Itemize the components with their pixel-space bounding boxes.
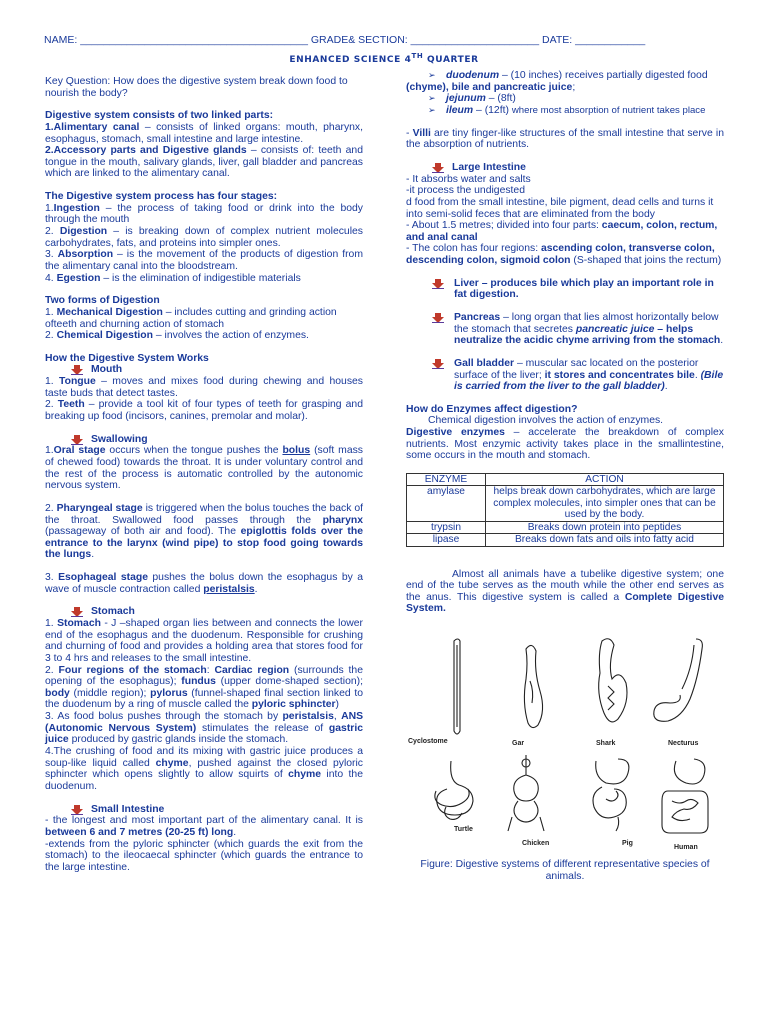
- form-1: 1. Mechanical Digestion – includes cutting and grinding action ofteeth and churning action of stomach: [45, 306, 337, 330]
- grade-label: GRADE& SECTION:: [310, 34, 408, 46]
- stomach-heading: Stomach: [45, 606, 363, 618]
- small-int-2: -extends from the pyloric sphincter (which guards the exit from the stomach) to the ileocaecal sphincter (which guards the entrance to the large intestine.: [45, 838, 363, 873]
- jejunum-item: ➢ jejunum – (8ft): [428, 93, 516, 105]
- stages-heading: The Digestive system process has four stages:: [45, 191, 278, 203]
- table-cell: Breaks down fats and oils into fatty acid: [486, 534, 724, 546]
- digestive-systems-figure: [406, 631, 724, 863]
- table-row: [407, 486, 724, 521]
- header-fields: [44, 35, 734, 47]
- stomach-1: 1. Stomach - J –shaped organ lies between and connects the lower end of the esophagus and the duodenum. Responsible for crushing and churning of food and provides a holding area that stores food for 3 to 4 hrs and releases to the small intestine.: [45, 617, 363, 664]
- date-line: ____________: [575, 34, 646, 46]
- name-label: NAME:: [44, 34, 78, 46]
- duodenum-item: ➢ duodenum – (10 inches) receives partially digested food: [428, 70, 708, 81]
- table-cell: lipase: [407, 534, 486, 546]
- mouth-2: 2. Teeth – provide a tool kit of four types of teeth for grasping and breaking up food (incisors, canines, premolar and molar).: [45, 399, 363, 423]
- key-question: Key Question: How does the digestive system break down food to nourish the body?: [45, 76, 348, 99]
- stage-1: 1.Ingestion – the process of taking food or drink into the body through the mouth: [45, 202, 363, 226]
- bullet-arrow-icon: [432, 163, 444, 173]
- col-action: ACTION: [486, 474, 724, 486]
- large-int-3: d food from the small intestine, bile pigment, dead cells and turns it into semi-solid feces that are eliminated from the body: [406, 196, 714, 220]
- page-title: [0, 53, 768, 65]
- bullet-arrow-icon: [71, 607, 83, 617]
- large-int-5: - The colon has four regions: ascending colon, transverse colon, descending colon, sigmoid colon (S-shaped that joins the rectum): [406, 243, 722, 267]
- bullet-arrow-icon: [432, 359, 444, 369]
- enzymes-p2: Digestive enzymes – accelerate the breakdown of complex nutrients. Most enzymic activity takes place in the smallintestine, some occurs in the mouth and stomach.: [406, 427, 724, 462]
- table-cell: trypsin: [407, 521, 486, 533]
- bullet-arrow-icon: [432, 313, 444, 323]
- fig-label-chicken: Chicken: [522, 840, 550, 848]
- swallow-2: 2. Pharyngeal stage is triggered when the bolus touches the back of the throat. Swallowed food passes through the pharynx (passageway of both air and food). The epiglottis folds over the entrance to the larynx (wind pipe) to stop food going towards the lungs.: [45, 502, 363, 561]
- enzymes-p1: Chemical digestion involves the action of enzymes.: [428, 415, 664, 427]
- table-cell: Breaks down protein into peptides: [486, 521, 724, 533]
- grade-line: ______________________: [410, 34, 540, 46]
- bullet-arrow-icon: [71, 365, 83, 375]
- large-intestine-heading: Large Intestine: [406, 162, 724, 174]
- swallow-1: 1.Oral stage occurs when the tongue pushes the bolus (soft mass of chewed food) towards the throat. It is under voluntary control and the rest of the process is automatic controlled by the autonomic nervous system.: [45, 445, 364, 492]
- fig-label-necturus: Necturus: [668, 740, 699, 748]
- title-text-end: QUARTER: [423, 55, 479, 65]
- fig-label-human: Human: [674, 844, 698, 852]
- table-cell: helps break down carbohydrates, which are large complex molecules, into simpler ones that can be used by the body.: [486, 486, 724, 521]
- stomach-2: 2. Four regions of the stomach: Cardiac region (surrounds the opening of the esophagus); fundus (upper dome-shaped section); body (middle region); pylorus (funnel-shaped final section linked to the duodenum by a ring of muscle called the pyloric sphincter): [45, 664, 363, 711]
- table-header-row: [407, 474, 724, 486]
- table-cell: amylase: [407, 486, 486, 521]
- right-column: [406, 70, 724, 882]
- fig-label-shark: Shark: [596, 740, 616, 748]
- large-int-2: -it process the undigested: [406, 185, 525, 197]
- mouth-heading: Mouth: [45, 364, 363, 376]
- large-int-1: - It absorbs water and salts: [406, 173, 531, 185]
- swallow-3: 3. Esophageal stage pushes the bolus down the esophagus by a wave of muscle contraction called peristalsis.: [45, 572, 363, 595]
- date-label: DATE:: [542, 34, 573, 46]
- parts-heading: Digestive system consists of two linked parts:: [45, 110, 274, 122]
- fig-label-turtle: Turtle: [454, 826, 473, 834]
- stage-4: 4. Egestion – is the elimination of indigestible materials: [45, 272, 301, 284]
- table-row: [407, 534, 724, 546]
- liver-item: Liver – produces bile which play an important role in fat digestion.: [406, 278, 724, 301]
- stomach-4: 4.The crushing of food and its mixing with gastric juice produces a soup-like liquid called chyme, pushed against the closed pyloric sphincter which opens slightly to allow squirts of chyme into the duodenum.: [45, 746, 364, 792]
- how-heading: How the Digestive System Works: [45, 352, 209, 364]
- swallowing-heading: Swallowing: [45, 434, 363, 446]
- fig-label-gar: Gar: [512, 740, 525, 748]
- part-1: 1.Alimentary canal – consists of linked organs: mouth, pharynx, esophagus, stomach, small intestine and large intestine.: [45, 121, 363, 145]
- fig-label-cyclostome: Cyclostome: [408, 738, 448, 746]
- animal-diagrams: [406, 631, 724, 863]
- bullet-arrow-icon: [71, 435, 83, 445]
- stomach-3: 3. As food bolus pushes through the stomach by peristalsis, ANS (Autonomic Nervous System) stimulates the release of gastric juice produced by gastric glands inside the stomach.: [45, 711, 364, 746]
- fig-label-pig: Pig: [622, 840, 633, 848]
- arrow-bullet-icon: ➢: [428, 93, 436, 104]
- animals-paragraph: Almost all animals have a tubelike digestive system; one end of the tube serves as the mouth while the other end serves as the anus. This digestive system is called a Complete Digestive System.: [406, 568, 724, 615]
- ileum-item: ➢ ileum – (12ft) where most absorption of nutrient takes place: [428, 104, 706, 116]
- form-2: 2. Chemical Digestion – involves the action of enzymes.: [45, 330, 309, 342]
- bullet-arrow-icon: [71, 805, 83, 815]
- enzymes-heading: How do Enzymes affect digestion?: [406, 403, 578, 415]
- enzyme-table: [406, 473, 724, 547]
- gall-bladder-item: Gall bladder – muscular sac located on the posterior surface of the liver; it stores and concentrates bile. (Bile is carried from the liver to the gall bladder).: [406, 358, 724, 393]
- small-intestine-heading: Small Intestine: [45, 804, 363, 816]
- figure-caption: Figure: Digestive systems of different representative species of animals.: [420, 859, 710, 882]
- arrow-bullet-icon: ➢: [428, 70, 436, 80]
- stage-2: 2. Digestion – is breaking down of complex nutrient molecules carbohydrates, fats, and proteins into simpler ones.: [45, 226, 363, 249]
- pancreas-item: Pancreas – long organ that lies almost horizontally below the stomach that secretes pancreatic juice – helps neutralize the acidic chyme arriving from the stomach.: [406, 312, 724, 347]
- left-column: [45, 76, 363, 873]
- duodenum-cont: (chyme), bile and pancreatic juice;: [406, 81, 576, 93]
- table-row: [407, 521, 724, 533]
- villi-text: - Villi are tiny finger-like structures of the small intestine that serve in the absorption of nutrients.: [406, 127, 724, 151]
- small-int-1: - the longest and most important part of the alimentary canal. It is between 6 and 7 metres (20-25 ft) long.: [45, 815, 363, 838]
- stage-3: 3. Absorption – is the movement of the products of digestion from the alimentary canal into the bloodstream.: [45, 249, 363, 272]
- mouth-1: 1. Tongue – moves and mixes food during chewing and houses taste buds that detect tastes.: [45, 376, 363, 399]
- bullet-arrow-icon: [432, 279, 444, 289]
- arrow-bullet-icon: ➢: [428, 104, 436, 115]
- col-enzyme: ENZYME: [407, 474, 486, 486]
- forms-heading: Two forms of Digestion: [45, 295, 160, 307]
- part-2: 2.Accessory parts and Digestive glands – consists of: teeth and tongue in the mouth, salivary glands, liver, gall bladder and pancreas which are linked to the alimentary canal.: [45, 145, 363, 180]
- name-line: _______________________________________: [80, 34, 308, 46]
- large-int-4: - About 1.5 metres; divided into four parts: caecum, colon, rectum, and anal canal: [406, 220, 718, 243]
- title-text: ENHANCED SCIENCE 4: [289, 55, 412, 65]
- title-sup: TH: [411, 52, 424, 60]
